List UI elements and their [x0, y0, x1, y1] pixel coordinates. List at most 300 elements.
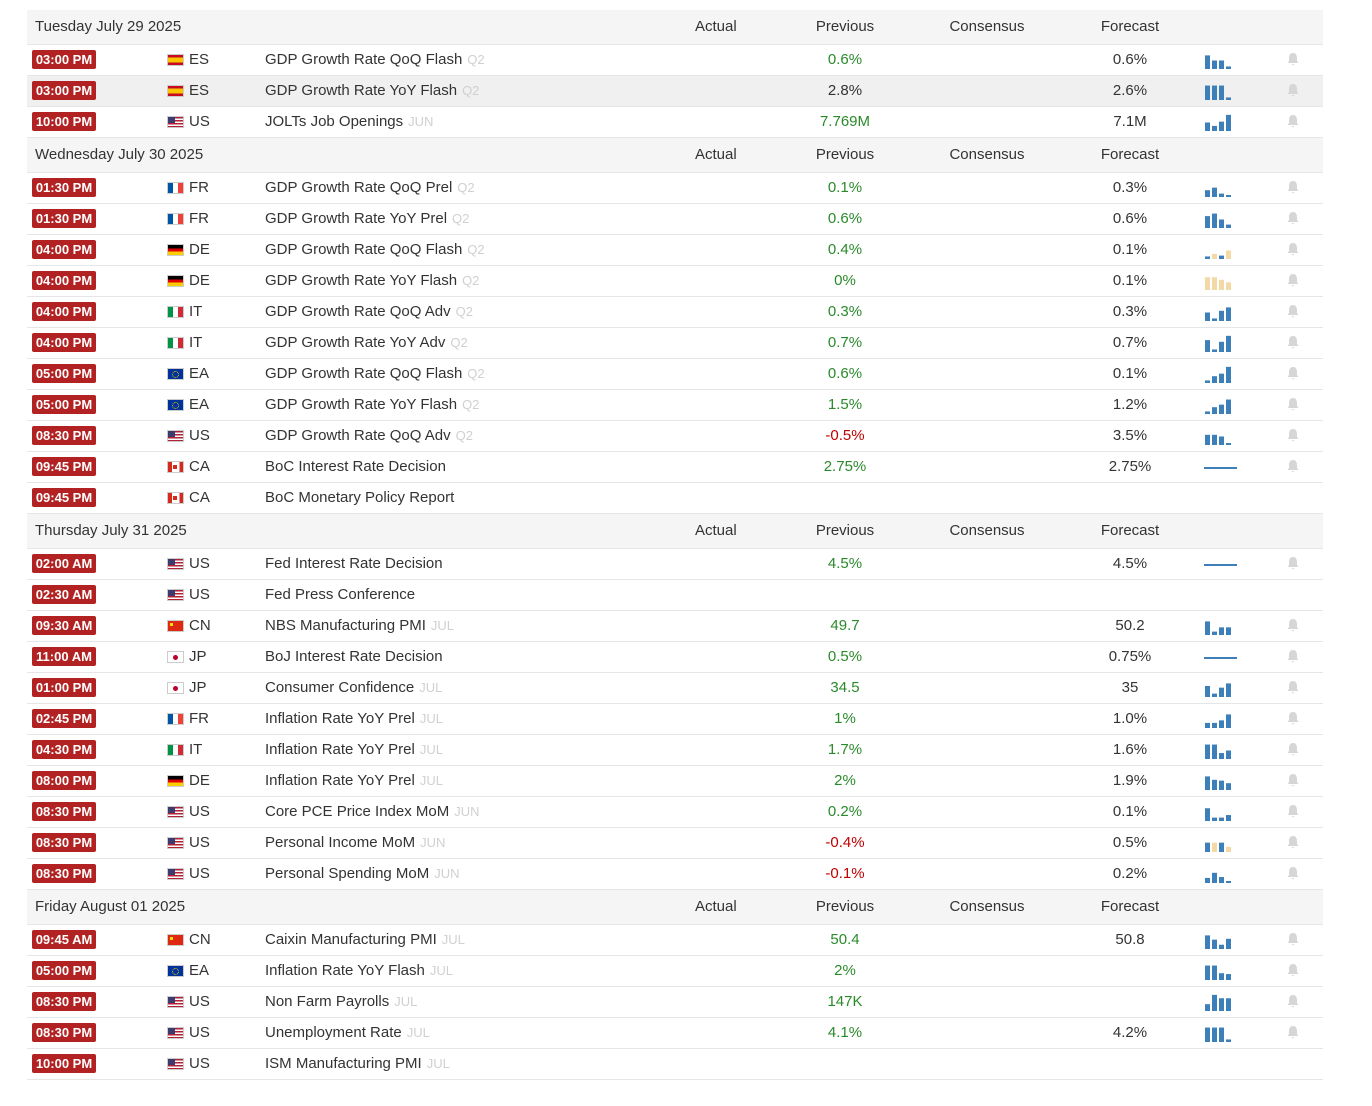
event-row[interactable]	[27, 452, 1323, 483]
event-row[interactable]	[27, 173, 1323, 204]
reference-period: Q2	[457, 180, 475, 195]
flag-ea-icon	[167, 965, 184, 977]
day-date: Tuesday July 29 2025	[35, 18, 182, 35]
event-row[interactable]	[27, 580, 1323, 611]
event-name[interactable]: GDP Growth Rate YoY Adv	[265, 334, 446, 351]
reference-period: JUN	[454, 804, 480, 819]
event-name[interactable]: BoC Monetary Policy Report	[265, 489, 455, 506]
event-name[interactable]: GDP Growth Rate QoQ Adv	[265, 303, 451, 320]
forecast-value: 50.8	[1115, 931, 1145, 948]
country-code: CA	[189, 458, 210, 475]
previous-value: 2.8%	[827, 82, 863, 99]
sparkline-bar	[1226, 195, 1231, 197]
previous-value: 2%	[834, 772, 856, 789]
event-row[interactable]	[27, 828, 1323, 859]
flag-us-icon	[167, 558, 184, 570]
time-badge: 04:00 PM	[32, 271, 96, 290]
sparkline-bar	[1205, 1028, 1210, 1042]
previous-value: 4.1%	[827, 1024, 863, 1041]
event-name[interactable]: GDP Growth Rate QoQ Flash	[265, 365, 463, 382]
sparkline-bar	[1212, 995, 1217, 1011]
event-row[interactable]	[27, 735, 1323, 766]
event-name[interactable]: Consumer Confidence	[265, 679, 415, 696]
event-row[interactable]	[27, 766, 1323, 797]
event-name[interactable]: Non Farm Payrolls	[265, 993, 390, 1010]
reference-period: JUL	[441, 932, 465, 947]
flag-jp-icon	[167, 682, 184, 694]
event-name-link[interactable]	[265, 617, 454, 635]
country-code: CN	[189, 617, 211, 634]
forecast-value: 1.6%	[1112, 741, 1148, 758]
event-row[interactable]	[27, 859, 1323, 890]
sparkline-bar	[1219, 220, 1224, 229]
flag-us-icon	[167, 806, 184, 818]
sparkline[interactable]	[1203, 647, 1239, 667]
flag-ca-icon	[167, 492, 184, 504]
sparkline-chart	[1203, 50, 1239, 70]
forecast-value: 1.2%	[1112, 396, 1148, 413]
sparkline[interactable]	[1203, 771, 1239, 791]
reference-period: Q2	[455, 428, 473, 443]
bell-icon[interactable]	[1286, 242, 1300, 257]
previous-value: 50.4	[830, 931, 860, 948]
event-row[interactable]	[27, 204, 1323, 235]
bell-icon[interactable]	[1286, 742, 1300, 757]
event-name-link[interactable]	[265, 82, 479, 100]
event-name-link[interactable]	[265, 993, 417, 1011]
flag-ea-icon	[167, 399, 184, 411]
sparkline[interactable]	[1203, 302, 1239, 322]
bell-icon[interactable]	[1286, 866, 1300, 881]
sparkline-chart	[1203, 647, 1239, 667]
bell-icon[interactable]	[1286, 397, 1300, 412]
event-name[interactable]: Inflation Rate YoY Prel	[265, 710, 415, 727]
event-name-link[interactable]	[265, 210, 469, 228]
sparkline-chart	[1203, 333, 1239, 353]
time-badge: 04:30 PM	[32, 740, 96, 759]
event-row[interactable]	[27, 297, 1323, 328]
event-name-link[interactable]	[265, 272, 479, 290]
event-name[interactable]: NBS Manufacturing PMI	[265, 617, 426, 634]
country-code: EA	[189, 962, 210, 979]
event-name-link[interactable]	[265, 113, 433, 131]
flag-it-icon	[167, 306, 184, 318]
sparkline-bar	[1212, 86, 1217, 100]
country-code: FR	[189, 710, 209, 727]
event-name-link[interactable]	[265, 834, 445, 852]
sparkline-bar	[1205, 776, 1210, 790]
event-name[interactable]: Caixin Manufacturing PMI	[265, 931, 437, 948]
forecast-value: 50.2	[1115, 617, 1145, 634]
sparkline-bar	[1219, 194, 1224, 197]
bell-icon[interactable]	[1286, 804, 1300, 819]
reference-period: Q2	[450, 335, 468, 350]
country-code: US	[189, 1024, 210, 1041]
time-badge: 10:00 PM	[32, 1054, 96, 1073]
event-name[interactable]: Fed Press Conference	[265, 586, 416, 603]
sparkline-bar	[1212, 254, 1217, 259]
sparkline[interactable]	[1203, 271, 1239, 291]
sparkline[interactable]	[1203, 457, 1239, 477]
event-name-link[interactable]	[265, 962, 453, 980]
country-code: US	[189, 586, 210, 603]
flag-ea-icon	[167, 368, 184, 380]
bell-icon[interactable]	[1286, 428, 1300, 443]
time-badge: 01:00 PM	[32, 678, 96, 697]
previous-value: 0.3%	[827, 303, 863, 320]
event-name-link[interactable]	[265, 1055, 450, 1073]
bell-icon[interactable]	[1286, 211, 1300, 226]
reference-period: JUL	[426, 1056, 450, 1071]
event-name-link[interactable]	[265, 1024, 430, 1042]
event-name-link[interactable]	[265, 241, 485, 259]
sparkline-bar	[1212, 966, 1217, 980]
event-row[interactable]	[27, 642, 1323, 673]
sparkline-bar	[1212, 694, 1217, 697]
day-header	[27, 138, 1323, 173]
event-name[interactable]: Personal Spending MoM	[265, 865, 430, 882]
day-date: Wednesday July 30 2025	[35, 146, 204, 163]
event-name-link[interactable]	[265, 803, 480, 821]
sparkline-bar	[1205, 340, 1210, 352]
sparkline-bar	[1205, 86, 1210, 100]
sparkline[interactable]	[1203, 833, 1239, 853]
country-code: DE	[189, 272, 210, 289]
event-row[interactable]	[27, 421, 1323, 452]
sparkline-bar	[1205, 55, 1210, 69]
sparkline-chart	[1203, 678, 1239, 698]
sparkline[interactable]	[1203, 1023, 1239, 1043]
event-name-link[interactable]	[265, 396, 479, 414]
bell-icon[interactable]	[1286, 114, 1300, 129]
sparkline-chart	[1203, 302, 1239, 322]
flag-es-icon	[167, 54, 184, 66]
event-row[interactable]	[27, 45, 1323, 76]
event-name[interactable]: GDP Growth Rate YoY Flash	[265, 82, 458, 99]
event-name-link[interactable]	[265, 427, 473, 445]
sparkline[interactable]	[1203, 364, 1239, 384]
event-row[interactable]	[27, 266, 1323, 297]
sparkline-chart	[1203, 740, 1239, 760]
sparkline-bar	[1226, 282, 1231, 290]
event-name[interactable]: BoC Interest Rate Decision	[265, 458, 446, 475]
bell-icon[interactable]	[1286, 304, 1300, 319]
sparkline-bar	[1226, 847, 1231, 852]
bell-icon[interactable]	[1286, 180, 1300, 195]
sparkline-bar	[1205, 878, 1210, 883]
event-name-link[interactable]	[265, 458, 446, 476]
event-name-link[interactable]	[265, 555, 443, 573]
sparkline-bar	[1226, 751, 1231, 760]
event-row[interactable]	[27, 987, 1323, 1018]
bell-icon[interactable]	[1286, 273, 1300, 288]
event-row[interactable]	[27, 76, 1323, 107]
sparkline[interactable]	[1203, 802, 1239, 822]
event-row[interactable]	[27, 704, 1323, 735]
previous-value: 0.6%	[827, 210, 863, 227]
event-name[interactable]: Unemployment Rate	[265, 1024, 402, 1041]
time-badge: 08:30 PM	[32, 1023, 96, 1042]
bell-icon[interactable]	[1286, 680, 1300, 695]
event-name[interactable]: GDP Growth Rate QoQ Flash	[265, 51, 463, 68]
sparkline[interactable]	[1203, 678, 1239, 698]
event-name-link[interactable]	[265, 179, 475, 197]
sparkline[interactable]	[1203, 333, 1239, 353]
event-name-link[interactable]	[265, 648, 443, 666]
sparkline[interactable]	[1203, 864, 1239, 884]
event-name[interactable]: JOLTs Job Openings	[265, 113, 404, 130]
time-badge: 10:00 PM	[32, 112, 96, 131]
bell-icon[interactable]	[1286, 366, 1300, 381]
event-name[interactable]: GDP Growth Rate YoY Flash	[265, 272, 458, 289]
previous-value: 1%	[834, 710, 856, 727]
economic-calendar	[27, 10, 1323, 1080]
event-name[interactable]: ISM Manufacturing PMI	[265, 1055, 422, 1072]
country-code: FR	[189, 179, 209, 196]
flag-cn-icon	[167, 620, 184, 632]
sparkline-bar	[1226, 97, 1231, 100]
sparkline-bar	[1226, 443, 1231, 445]
event-name[interactable]: Core PCE Price Index MoM	[265, 803, 450, 820]
previous-value: 0.1%	[827, 179, 863, 196]
previous-value: 49.7	[830, 617, 860, 634]
reference-period: JUN	[420, 835, 446, 850]
event-row[interactable]	[27, 673, 1323, 704]
event-name-link[interactable]	[265, 679, 442, 697]
event-row[interactable]	[27, 549, 1323, 580]
bell-icon[interactable]	[1286, 335, 1300, 350]
event-name[interactable]: BoJ Interest Rate Decision	[265, 648, 443, 665]
bell-icon[interactable]	[1286, 52, 1300, 67]
country-code: JP	[189, 679, 207, 696]
event-name[interactable]: GDP Growth Rate YoY Prel	[265, 210, 448, 227]
sparkline-bar	[1205, 380, 1210, 383]
event-name-link[interactable]	[265, 334, 468, 352]
flag-it-icon	[167, 744, 184, 756]
country-code: US	[189, 427, 210, 444]
day-header	[27, 514, 1323, 549]
event-row[interactable]	[27, 925, 1323, 956]
event-name[interactable]: GDP Growth Rate QoQ Flash	[265, 241, 463, 258]
bell-icon[interactable]	[1286, 963, 1300, 978]
event-row[interactable]	[27, 797, 1323, 828]
forecast-value: 0.6%	[1112, 210, 1148, 227]
event-row[interactable]	[27, 611, 1323, 642]
forecast-value: 0.75%	[1108, 648, 1152, 665]
reference-period: JUL	[429, 963, 453, 978]
event-name-link[interactable]	[265, 365, 485, 383]
event-name-link[interactable]	[265, 741, 443, 759]
event-row[interactable]	[27, 235, 1323, 266]
sparkline[interactable]	[1203, 209, 1239, 229]
sparkline[interactable]	[1203, 554, 1239, 574]
sparkline-bar	[1212, 407, 1217, 414]
reference-period: JUL	[430, 618, 455, 633]
forecast-value: 2.75%	[1108, 458, 1152, 475]
reference-period: Q2	[462, 273, 480, 288]
event-name-link[interactable]	[265, 772, 443, 790]
event-row[interactable]	[27, 390, 1323, 421]
bell-icon[interactable]	[1286, 773, 1300, 788]
sparkline[interactable]	[1203, 81, 1239, 101]
event-row[interactable]	[27, 359, 1323, 390]
sparkline-bar	[1219, 843, 1224, 852]
previous-value: -0.4%	[825, 834, 865, 851]
sparkline-bar	[1212, 843, 1217, 852]
sparkline-bar	[1226, 400, 1231, 414]
event-name[interactable]: GDP Growth Rate YoY Flash	[265, 396, 458, 413]
previous-value: 0%	[834, 272, 856, 289]
column-header-consensus: Consensus	[949, 898, 1025, 915]
column-header-consensus: Consensus	[949, 146, 1025, 163]
event-row[interactable]	[27, 1018, 1323, 1049]
event-name[interactable]: Inflation Rate YoY Prel	[265, 772, 415, 789]
column-header-actual: Actual	[695, 898, 737, 915]
forecast-value: 0.6%	[1112, 51, 1148, 68]
sparkline-chart	[1203, 209, 1239, 229]
forecast-value: 0.3%	[1112, 303, 1148, 320]
forecast-value: 2.6%	[1112, 82, 1148, 99]
sparkline[interactable]	[1203, 992, 1239, 1012]
event-name-link[interactable]	[265, 51, 485, 69]
sparkline[interactable]	[1203, 930, 1239, 950]
forecast-value: 0.5%	[1112, 834, 1148, 851]
bell-icon[interactable]	[1286, 932, 1300, 947]
sparkline[interactable]	[1203, 709, 1239, 729]
event-row[interactable]	[27, 483, 1323, 514]
event-row[interactable]	[27, 328, 1323, 359]
bell-icon[interactable]	[1286, 711, 1300, 726]
sparkline-bar	[1219, 437, 1224, 446]
forecast-value: 0.1%	[1112, 365, 1148, 382]
sparkline[interactable]	[1203, 961, 1239, 981]
column-header-forecast: Forecast	[1100, 898, 1160, 915]
bell-icon[interactable]	[1286, 618, 1300, 633]
sparkline-bar	[1226, 307, 1231, 321]
event-name[interactable]: Personal Income MoM	[265, 834, 416, 851]
sparkline-bar	[1212, 126, 1217, 131]
time-badge: 04:00 PM	[32, 302, 96, 321]
flag-us-icon	[167, 868, 184, 880]
sparkline-chart	[1203, 426, 1239, 446]
forecast-value: 35	[1121, 679, 1139, 696]
sparkline-bar	[1219, 342, 1224, 352]
reference-period: JUL	[419, 711, 443, 726]
sparkline[interactable]	[1203, 616, 1239, 636]
sparkline-bar	[1219, 781, 1224, 790]
event-name-link[interactable]	[265, 710, 443, 728]
event-name[interactable]: Inflation Rate YoY Flash	[265, 962, 425, 979]
flag-fr-icon	[167, 713, 184, 725]
reference-period: JUN	[434, 866, 460, 881]
flag-us-icon	[167, 589, 184, 601]
sparkline[interactable]	[1203, 395, 1239, 415]
sparkline-bar	[1212, 349, 1217, 352]
event-name[interactable]: GDP Growth Rate QoQ Adv	[265, 427, 451, 444]
sparkline-bar	[1219, 998, 1224, 1011]
sparkline-chart	[1203, 178, 1239, 198]
bell-icon[interactable]	[1286, 1025, 1300, 1040]
event-name[interactable]: GDP Growth Rate QoQ Prel	[265, 179, 453, 196]
sparkline-bar	[1212, 780, 1217, 790]
sparkline-chart	[1203, 1023, 1239, 1043]
flag-us-icon	[167, 116, 184, 128]
event-name-link[interactable]	[265, 303, 473, 321]
forecast-value: 4.2%	[1112, 1024, 1148, 1041]
sparkline[interactable]	[1203, 240, 1239, 260]
time-badge: 05:00 PM	[32, 395, 96, 414]
country-code: US	[189, 113, 210, 130]
sparkline-bar	[1219, 61, 1224, 70]
sparkline-bar	[1226, 714, 1231, 728]
event-name-link[interactable]	[265, 586, 415, 604]
sparkline[interactable]	[1203, 740, 1239, 760]
sparkline-bar	[1205, 745, 1210, 759]
time-badge: 11:00 AM	[32, 647, 96, 666]
flag-cn-icon	[167, 934, 184, 946]
sparkline[interactable]	[1203, 426, 1239, 446]
sparkline-chart	[1203, 271, 1239, 291]
sparkline-bar	[1212, 873, 1217, 883]
bell-icon[interactable]	[1286, 459, 1300, 474]
bell-icon[interactable]	[1286, 649, 1300, 664]
sparkline-bar	[1226, 367, 1231, 383]
event-name[interactable]: Fed Interest Rate Decision	[265, 555, 443, 572]
sparkline-chart	[1203, 802, 1239, 822]
time-badge: 02:45 PM	[32, 709, 96, 728]
sparkline-bar	[1205, 216, 1210, 228]
sparkline-chart	[1203, 395, 1239, 415]
bell-icon[interactable]	[1286, 835, 1300, 850]
bell-icon[interactable]	[1286, 83, 1300, 98]
sparkline-bar	[1219, 280, 1224, 290]
flag-ca-icon	[167, 461, 184, 473]
day-header	[27, 10, 1323, 45]
sparkline-bar	[1205, 723, 1210, 728]
sparkline-bar	[1212, 214, 1217, 228]
sparkline[interactable]	[1203, 178, 1239, 198]
event-name[interactable]: Inflation Rate YoY Prel	[265, 741, 415, 758]
time-badge: 04:00 PM	[32, 333, 96, 352]
reference-period: Q2	[462, 83, 480, 98]
event-name-link[interactable]	[265, 865, 460, 883]
bell-icon[interactable]	[1286, 994, 1300, 1009]
event-name-link[interactable]	[265, 489, 454, 507]
time-badge: 03:00 PM	[32, 81, 96, 100]
previous-value: 0.7%	[827, 334, 863, 351]
previous-value: 0.2%	[827, 803, 863, 820]
sparkline[interactable]	[1203, 112, 1239, 132]
time-badge: 09:30 AM	[32, 616, 96, 635]
event-row[interactable]	[27, 956, 1323, 987]
previous-value: -0.5%	[825, 427, 865, 444]
column-header-actual: Actual	[695, 522, 737, 539]
forecast-value: 0.7%	[1112, 334, 1148, 351]
sparkline-bar	[1226, 225, 1231, 228]
sparkline[interactable]	[1203, 50, 1239, 70]
flag-us-icon	[167, 1058, 184, 1070]
sparkline-bar	[1219, 818, 1224, 821]
sparkline-bar	[1212, 723, 1217, 728]
sparkline-bar	[1226, 251, 1231, 260]
event-row[interactable]	[27, 1049, 1323, 1080]
previous-value: 1.7%	[827, 741, 863, 758]
event-row[interactable]	[27, 107, 1323, 138]
time-badge: 03:00 PM	[32, 50, 96, 69]
bell-icon[interactable]	[1286, 556, 1300, 571]
country-code: EA	[189, 396, 210, 413]
event-name-link[interactable]	[265, 931, 465, 949]
